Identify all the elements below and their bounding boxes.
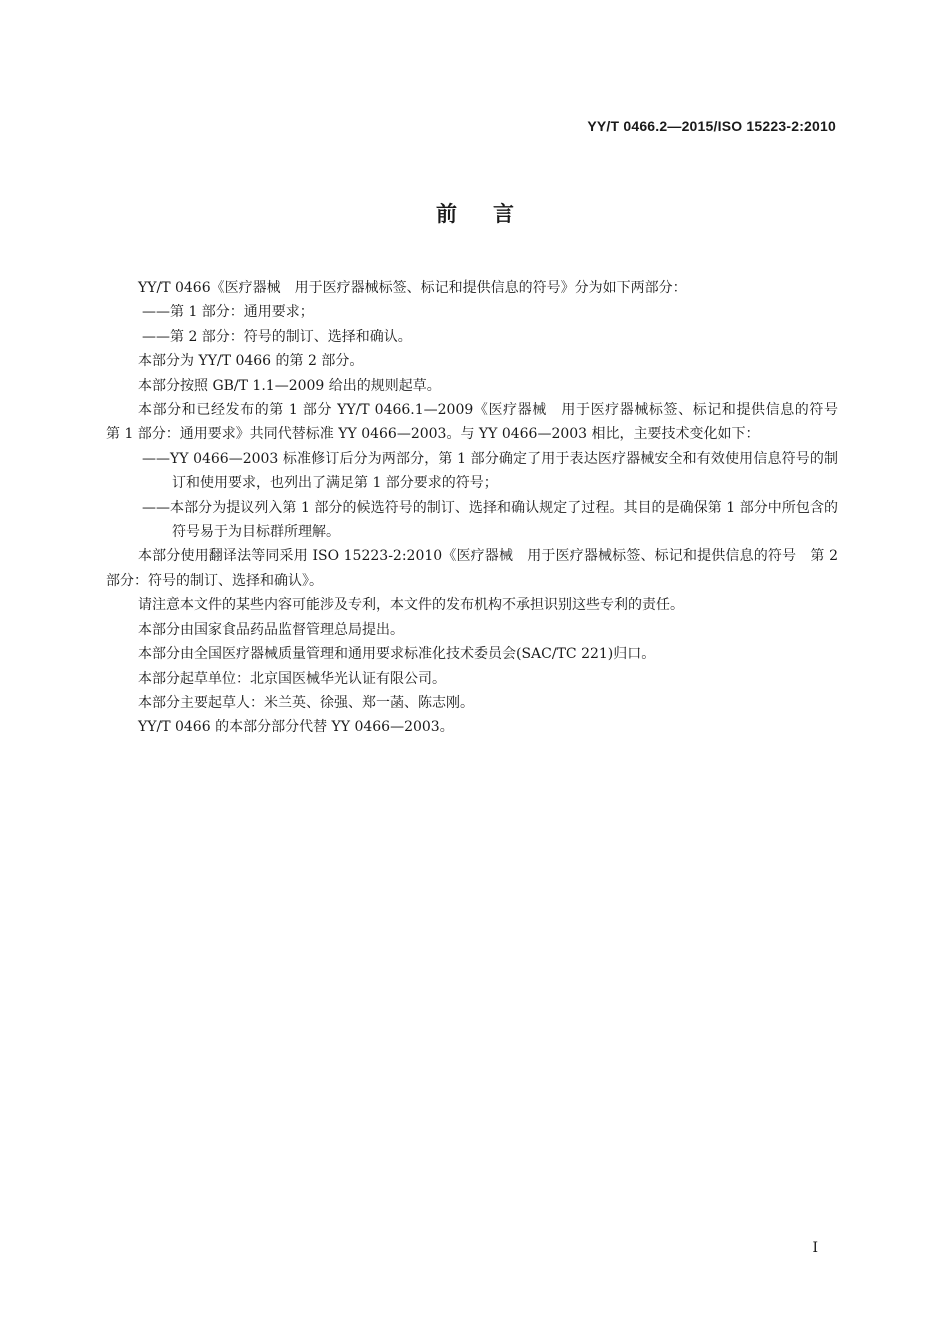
paragraph-replacement: 本部分和已经发布的第 1 部分 YY/T 0466.1—2009《医疗器械 用于医疗器械标签、标记和提供信息的符号 第 1 部分：通用要求》共同代替标准 YY 0466—2003。与 YY 0466—2003 相比，主要技术变化如下： — [106, 402, 852, 443]
list-item-change-2: ——本部分为提议列入第 1 部分的候选符号的制订、选择和确认规定了过程。其目的是确保第 1 部分中所包含的符号易于为目标群所理解。 — [142, 499, 838, 541]
foreword-body — [106, 276, 852, 740]
paragraph-proposer: 本部分由国家食品药品监督管理总局提出。 — [138, 621, 404, 638]
paragraph-patent-notice: 请注意本文件的某些内容可能涉及专利，本文件的发布机构不承担识别这些专利的责任。 — [138, 597, 684, 614]
paragraph-technical-committee: 本部分由全国医疗器械质量管理和通用要求标准化技术委员会(SAC/TC 221)归口。 — [138, 646, 656, 663]
standard-number: YY/T 0466.2—2015/ISO 15223-2:2010 — [587, 118, 836, 134]
page-number: I — [812, 1240, 818, 1256]
paragraph-drafters: 本部分主要起草人：米兰英、徐强、郑一菡、陈志刚。 — [138, 694, 474, 711]
paragraph-drafting-unit: 本部分起草单位：北京国医械华光认证有限公司。 — [138, 670, 446, 687]
list-item-change-1: ——YY 0466—2003 标准修订后分为两部分，第 1 部分确定了用于表达医疗器械安全和有效使用信息符号的制订和使用要求，也列出了满足第 1 部分要求的符号； — [142, 450, 838, 492]
paragraph-scope: 本部分为 YY/T 0466 的第 2 部分。 — [138, 353, 364, 370]
list-item-part2: ——第 2 部分：符号的制订、选择和确认。 — [142, 328, 412, 345]
paragraph-intro: YY/T 0466《医疗器械 用于医疗器械标签、标记和提供信息的符号》分为如下两部分： — [138, 280, 687, 296]
paragraph-drafting-rules: 本部分按照 GB/T 1.1—2009 给出的规则起草。 — [138, 377, 441, 394]
list-item-part1: ——第 1 部分：通用要求； — [142, 304, 314, 321]
page-title: 前言 — [436, 202, 550, 226]
paragraph-adoption: 本部分使用翻译法等同采用 ISO 15223-2:2010《医疗器械 用于医疗器械标签、标记和提供信息的符号 第 2 部分：符号的制订、选择和确认》。 — [106, 548, 838, 589]
paragraph-partial-replacement: YY/T 0466 的本部分部分代替 YY 0466—2003。 — [138, 719, 454, 736]
